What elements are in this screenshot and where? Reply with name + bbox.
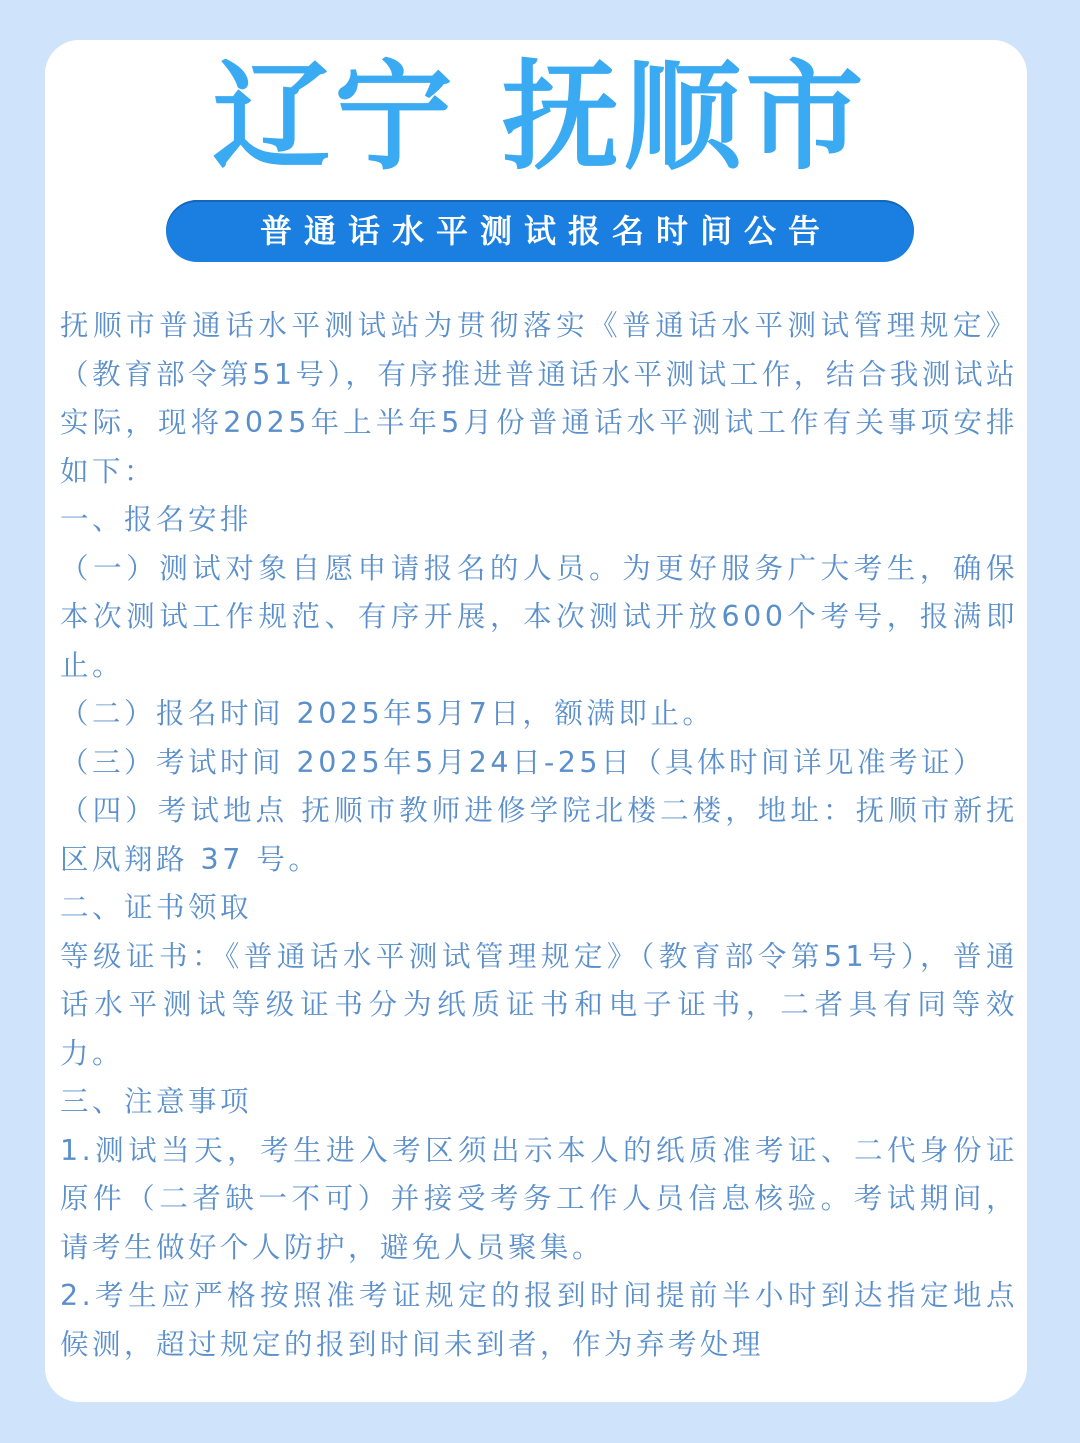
registration-item-4: （四）考试地点 抚顺市教师进修学院北楼二楼，地址：抚顺市新抚区凤翔路 37 号。 [60,794,1018,876]
registration-item-3: （三）考试时间 2025年5月24日-25日（具体时间详见准考证） [60,745,986,779]
section-heading-certificate: 二、证书领取 [60,891,253,924]
page-title: 辽宁 抚顺市 [212,48,868,186]
intro-paragraph: 抚顺市普通话水平测试站为贯彻落实《普通话水平测试管理规定》（教育部令第51号），有序推进普通话水平测试工作，结合我测试站实际，现将2025年上半年5月份普通话水平测试工作有关事项安排如下： [60,309,1018,488]
notes-item-2: 2.考生应严格按照准考证规定的报到时间提前半小时到达指定地点候测，超过规定的报到时间未到者，作为弃考处理 [60,1279,1018,1361]
section-heading-notes: 三、注意事项 [60,1085,253,1118]
registration-item-2: （二）报名时间 2025年5月7日，额满即止。 [60,697,715,730]
section-heading-registration: 一、报名安排 [60,503,253,536]
notice-body [60,302,1018,1369]
certificate-item-1: 等级证书：《普通话水平测试管理规定》（教育部令第51号），普通话水平测试等级证书分为纸质证书和电子证书，二者具有同等效力。 [60,939,1018,1070]
subtitle-text: 普通话水平测试报名时间公告 [259,212,832,250]
registration-item-1: （一）测试对象自愿申请报名的人员。为更好服务广大考生，确保本次测试工作规范、有序开展，本次测试开放600个考号，报满即止。 [60,551,1018,682]
notes-item-1: 1.测试当天，考生进入考区须出示本人的纸质准考证、二代身份证原件（二者缺一不可）并接受考务工作人员信息核验。考试期间，请考生做好个人防护，避免人员聚集。 [60,1133,1018,1264]
subtitle-banner [166,200,914,262]
